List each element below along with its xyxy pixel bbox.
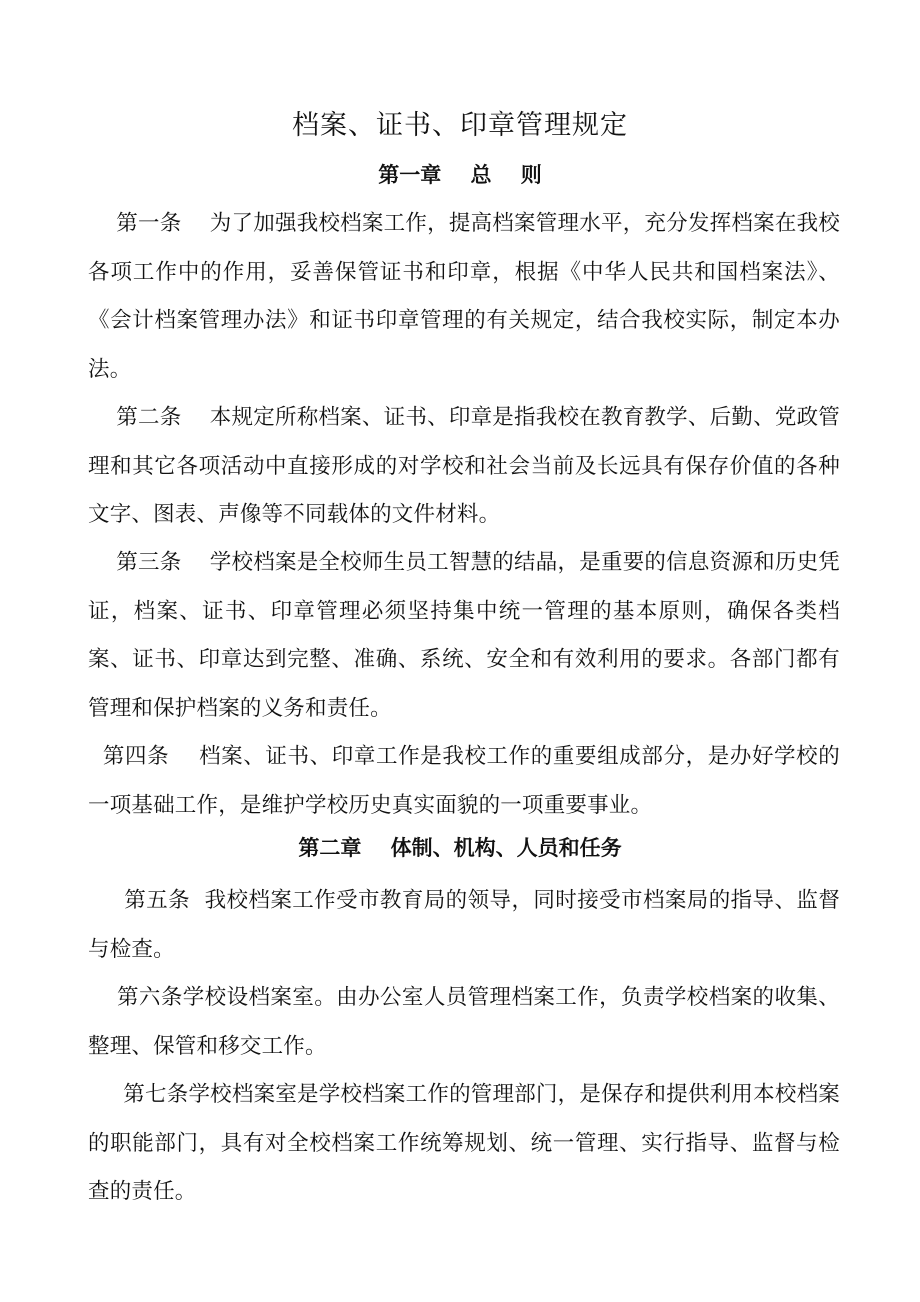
article-7-lead xyxy=(88,1082,123,1107)
article-6-text: 第六条学校设档案室。由办公室人员管理档案工作，负责学校档案的收集、整理、保管和移交工作。 xyxy=(88,985,840,1059)
article-1-lead: 第一条 xyxy=(88,211,210,236)
article-2-lead: 第二条 xyxy=(88,405,210,430)
article-5-lead: 第五条 xyxy=(88,888,205,913)
article-1 xyxy=(88,200,840,394)
article-7 xyxy=(88,1071,840,1217)
article-3-text: 学校档案是全校师生员工智慧的结晶，是重要的信息资源和历史凭证，档案、证书、印章管理必须坚持集中统一管理的基本原则，确保各类档案、证书、印章达到完整、准确、系统、安全和有效利用的要求。各部门都有管理和保护档案的义务和责任。 xyxy=(88,550,840,721)
article-4 xyxy=(88,733,840,830)
article-7-text: 第七条学校档案室是学校档案工作的管理部门，是保存和提供利用本校档案的职能部门，具有对全校档案工作统筹规划、统一管理、实行指导、监督与检查的责任。 xyxy=(88,1082,841,1204)
article-3-lead: 第三条 xyxy=(88,550,210,575)
article-6-lead xyxy=(88,985,117,1010)
article-1-text: 为了加强我校档案工作，提高档案管理水平，充分发挥档案在我校各项工作中的作用，妥善保管证书和印章，根据《中华人民共和国档案法》、《会计档案管理办法》和证书印章管理的有关规定，结合我校实际，制定本办法。 xyxy=(88,211,840,382)
article-4-lead: 第四条 xyxy=(88,744,200,769)
chapter-1-heading: 第一章 总 则 xyxy=(378,162,542,187)
article-3 xyxy=(88,539,840,733)
article-2 xyxy=(88,394,840,540)
article-5 xyxy=(88,877,840,974)
article-2-text: 本规定所称档案、证书、印章是指我校在教育教学、后勤、党政管理和其它各项活动中直接形成的对学校和社会当前及长远具有保存价值的各种文字、图表、声像等不同载体的文件材料。 xyxy=(88,405,840,527)
article-4-text: 档案、证书、印章工作是我校工作的重要组成部分，是办好学校的一项基础工作，是维护学校历史真实面貌的一项重要事业。 xyxy=(88,744,840,818)
document-title: 档案、证书、印章管理规定 xyxy=(292,110,628,141)
article-6 xyxy=(88,974,840,1071)
chapter-2-heading: 第二章 体制、机构、人员和任务 xyxy=(298,835,622,860)
article-5-text: 我校档案工作受市教育局的领导，同时接受市档案局的指导、监督与检查。 xyxy=(88,888,841,962)
